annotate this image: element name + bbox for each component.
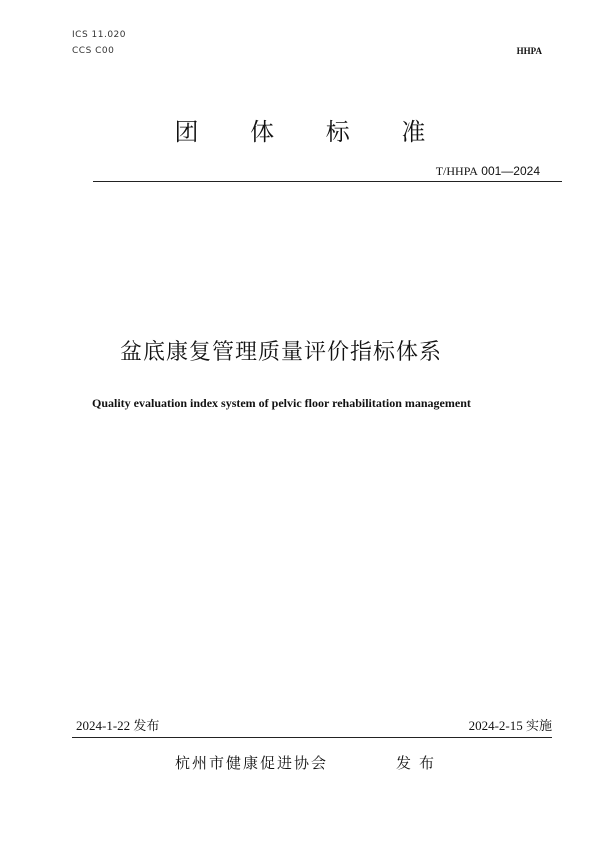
ccs-code: CCS C00 (72, 46, 115, 56)
document-title-chinese: 盆底康复管理质量评价指标体系 (120, 340, 443, 365)
ics-code: ICS 11.020 (72, 30, 127, 40)
standard-number-suffix: 001—2024 (477, 164, 540, 178)
issue-date: 2024-1-22 发布 (76, 718, 160, 733)
issuing-action: 发布 (396, 754, 443, 772)
document-title-english: Quality evaluation index system of pelvic floor rehabilitation management (92, 396, 471, 410)
standard-type-heading: 团 体 标 准 (174, 118, 448, 146)
standard-number-prefix: T/HHPA (435, 164, 478, 178)
standard-number (436, 164, 540, 179)
issuing-organization: 杭州市健康促进协会 (175, 754, 329, 772)
implementation-date: 2024-2-15 实施 (468, 718, 552, 733)
organization-code: HHPA (516, 46, 542, 56)
footer-divider (72, 737, 552, 738)
header-divider (93, 181, 562, 182)
